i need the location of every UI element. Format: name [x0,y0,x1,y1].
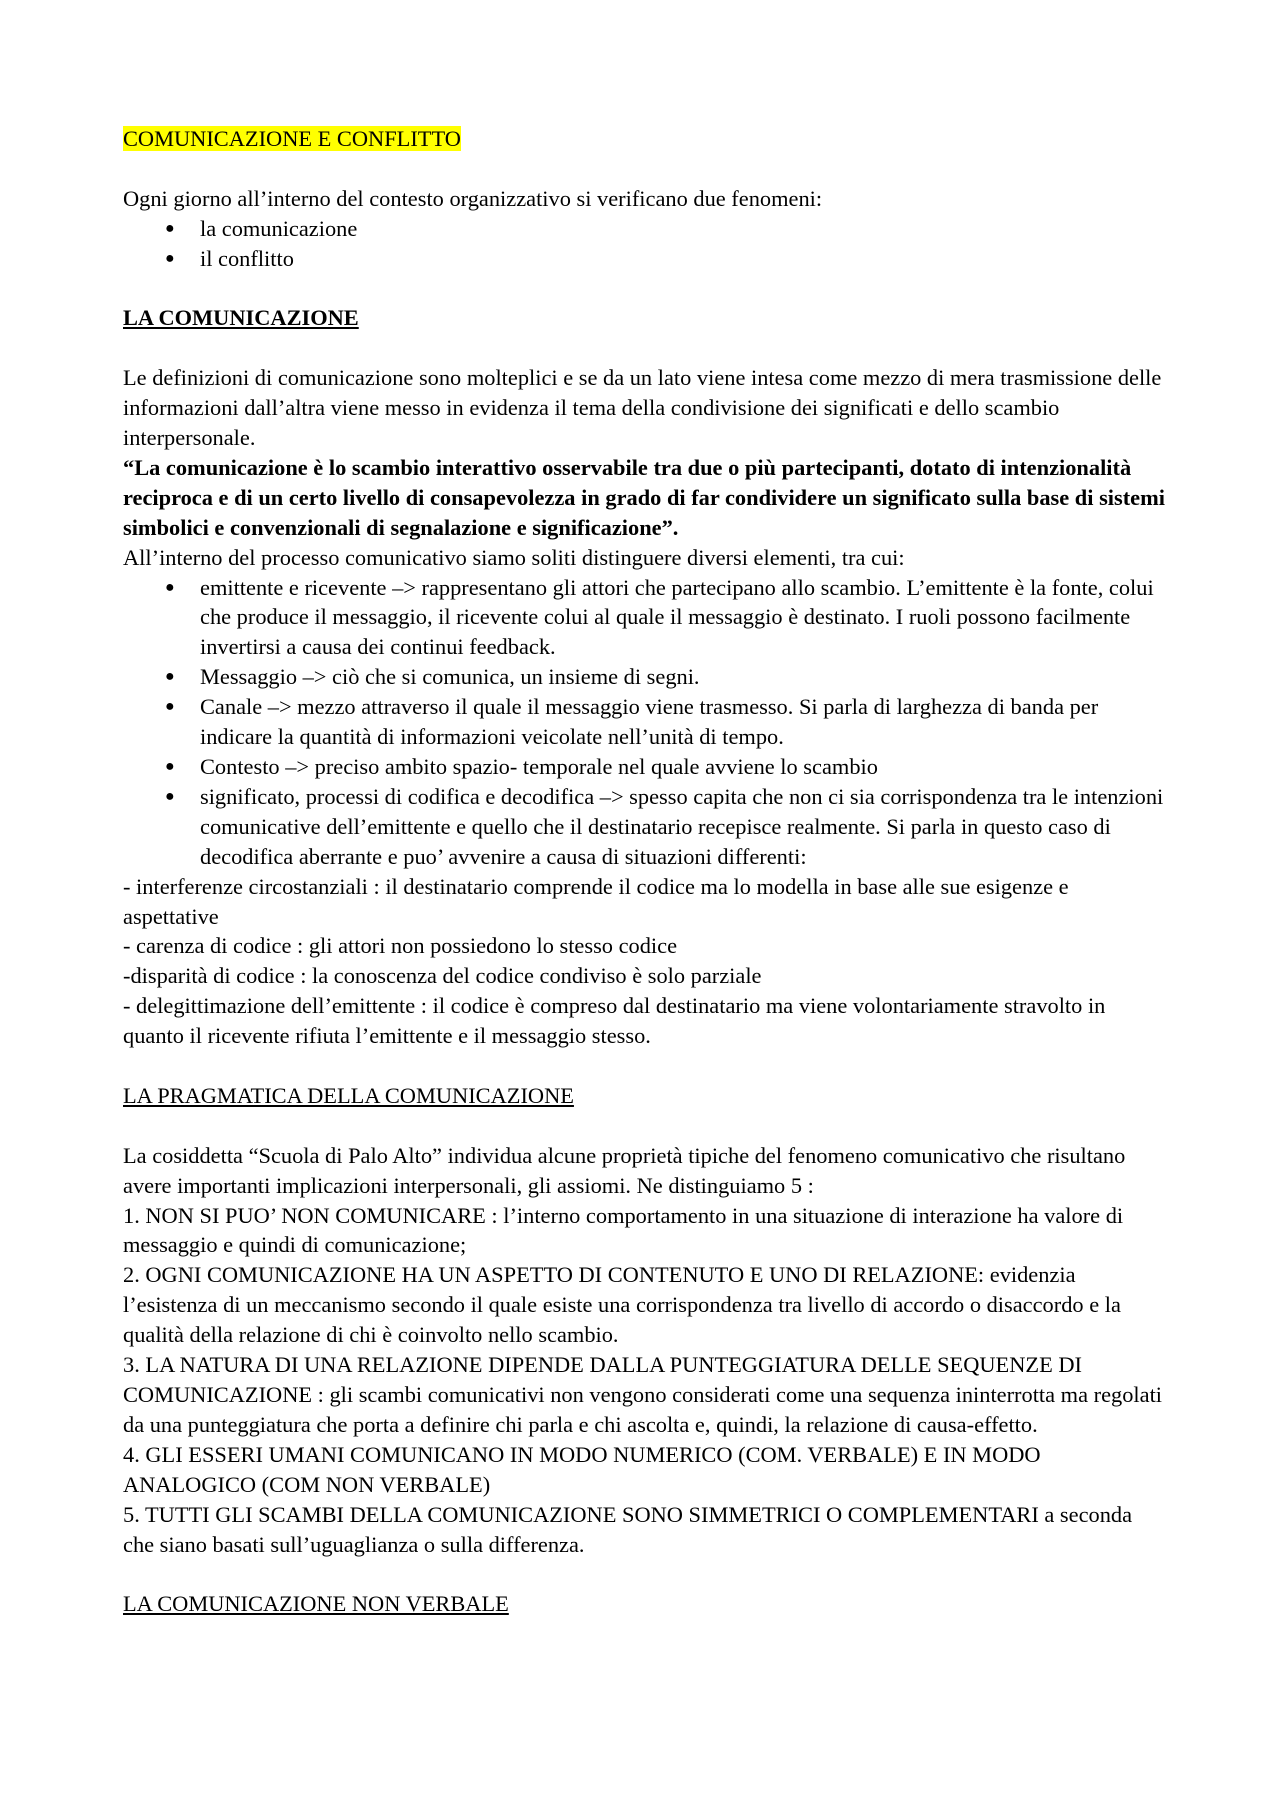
document-content [123,124,1168,1619]
cause-item: - delegittimazione dell’emittente : il codice è compreso dal destinatario ma viene volontariamente stravolto in quanto il ricevente rifiuta l’emittente e il messaggio stesso. [123,993,1106,1049]
axiom-item: 5. TUTTI GLI SCAMBI DELLA COMUNICAZIONE SONO SIMMETRICI O COMPLEMENTARI a seconda che siano basati sull’uguaglianza o sulla differenza. [123,1501,1133,1557]
cause-item: - carenza di codice : gli attori non possiedono lo stesso codice [123,933,678,959]
title-line [123,124,1168,154]
definition-quote: “La comunicazione è lo scambio interattivo osservabile tra due o più partecipanti, dotato di intenzionalità reciproca e di un certo livello di consapevolezza in grado di far condividere un significato sulla base di sistemi simbolici e convenzionali di segnalazione e significazione”. [123,454,1165,540]
list-item: ● Canale –> mezzo attraverso il quale il messaggio viene trasmesso. Si parla di larghezza di banda per indicare la quantità di informazioni veicolate nell’unità di tempo. [165,694,1099,750]
bullet-icon: ● [165,757,175,775]
elements-intro: All’interno del processo comunicativo siamo soliti distinguere diversi elementi, tra cui: [123,544,905,570]
section-heading-non-verbale: LA COMUNICAZIONE NON VERBALE [123,1591,509,1617]
bullet-icon: ● [165,787,175,805]
section-heading-comunicazione: LA COMUNICAZIONE [123,305,359,331]
pragmatica-intro: La cosiddetta “Scuola di Palo Alto” individua alcune proprietà tipiche del fenomeno comunicativo che risultano avere importanti implicazioni interpersonali, gli assiomi. Ne distinguiamo 5 : [123,1142,1126,1198]
list-item: ● significato, processi di codifica e decodifica –> spesso capita che non ci sia corrispondenza tra le intenzioni comunicative dell’emittente e quello che il destinatario recepisce realmente. Si parla in questo caso di decodifica aberrante e puo’ avvenire a causa di situazioni differenti: [165,783,1164,869]
list-item: ● Messaggio –> ciò che si comunica, un insieme di segni. [123,662,1168,692]
list-item: ● il conflitto [123,244,1168,274]
definitions-paragraph: Le definizioni di comunicazione sono molteplici e se da un lato viene intesa come mezzo di mera trasmissione delle informazioni dall’altra viene messo in evidenza il tema della condivisione dei significati e dello scambio interpersonale. [123,365,1162,451]
cause-item: - interferenze circostanziali : il destinatario comprende il codice ma lo modella in base alle sue esigenze e aspettative [123,873,1069,929]
bullet-icon: ● [165,249,175,267]
list-item: ● Contesto –> preciso ambito spazio- temporale nel quale avviene lo scambio [123,752,1168,782]
section-heading-pragmatica: LA PRAGMATICA DELLA COMUNICAZIONE [123,1082,574,1108]
list-item: ● emittente e ricevente –> rappresentano gli attori che partecipano allo scambio. L’emittente è la fonte, colui che produce il messaggio, il ricevente colui al quale il messaggio è destinato. I ruoli possono facilmente invertirsi a causa dei continui feedback. [165,574,1154,660]
intro-list [123,214,1168,274]
bullet-icon: ● [165,668,175,686]
cause-item: -disparità di codice : la conoscenza del codice condiviso è solo parziale [123,963,762,989]
document-title: COMUNICAZIONE E CONFLITTO [123,126,461,151]
bullet-icon: ● [165,698,175,716]
elements-list [123,573,1168,872]
axiom-item: 1. NON SI PUO’ NON COMUNICARE : l’interno comportamento in una situazione di interazione ha valore di messaggio e quindi di comunicazione; [123,1202,1124,1258]
axiom-item: 4. GLI ESSERI UMANI COMUNICANO IN MODO NUMERICO (COM. VERBALE) E IN MODO ANALOGICO (COM NON VERBALE) [123,1441,1041,1497]
axiom-item: 2. OGNI COMUNICAZIONE HA UN ASPETTO DI CONTENUTO E UNO DI RELAZIONE: evidenzia l’esistenza di un meccanismo secondo il quale esiste una corrispondenza tra livello di accordo o disaccordo e la qualità della relazione di chi è coinvolto nello scambio. [123,1262,1121,1348]
list-item: ● la comunicazione [123,214,1168,244]
axiom-item: 3. LA NATURA DI UNA RELAZIONE DIPENDE DALLA PUNTEGGIATURA DELLE SEQUENZE DI COMUNICAZIONE : gli scambi comunicativi non vengono considerati come una sequenza ininterrotta ma regolati da una punteggiatura che porta a definire chi parla e chi ascolta e, quindi, la relazione di causa-effetto. [123,1352,1163,1437]
intro-paragraph: Ogni giorno all’interno del contesto organizzativo si verificano due fenomeni: [123,185,823,211]
bullet-icon: ● [165,219,175,237]
bullet-icon: ● [165,578,175,596]
